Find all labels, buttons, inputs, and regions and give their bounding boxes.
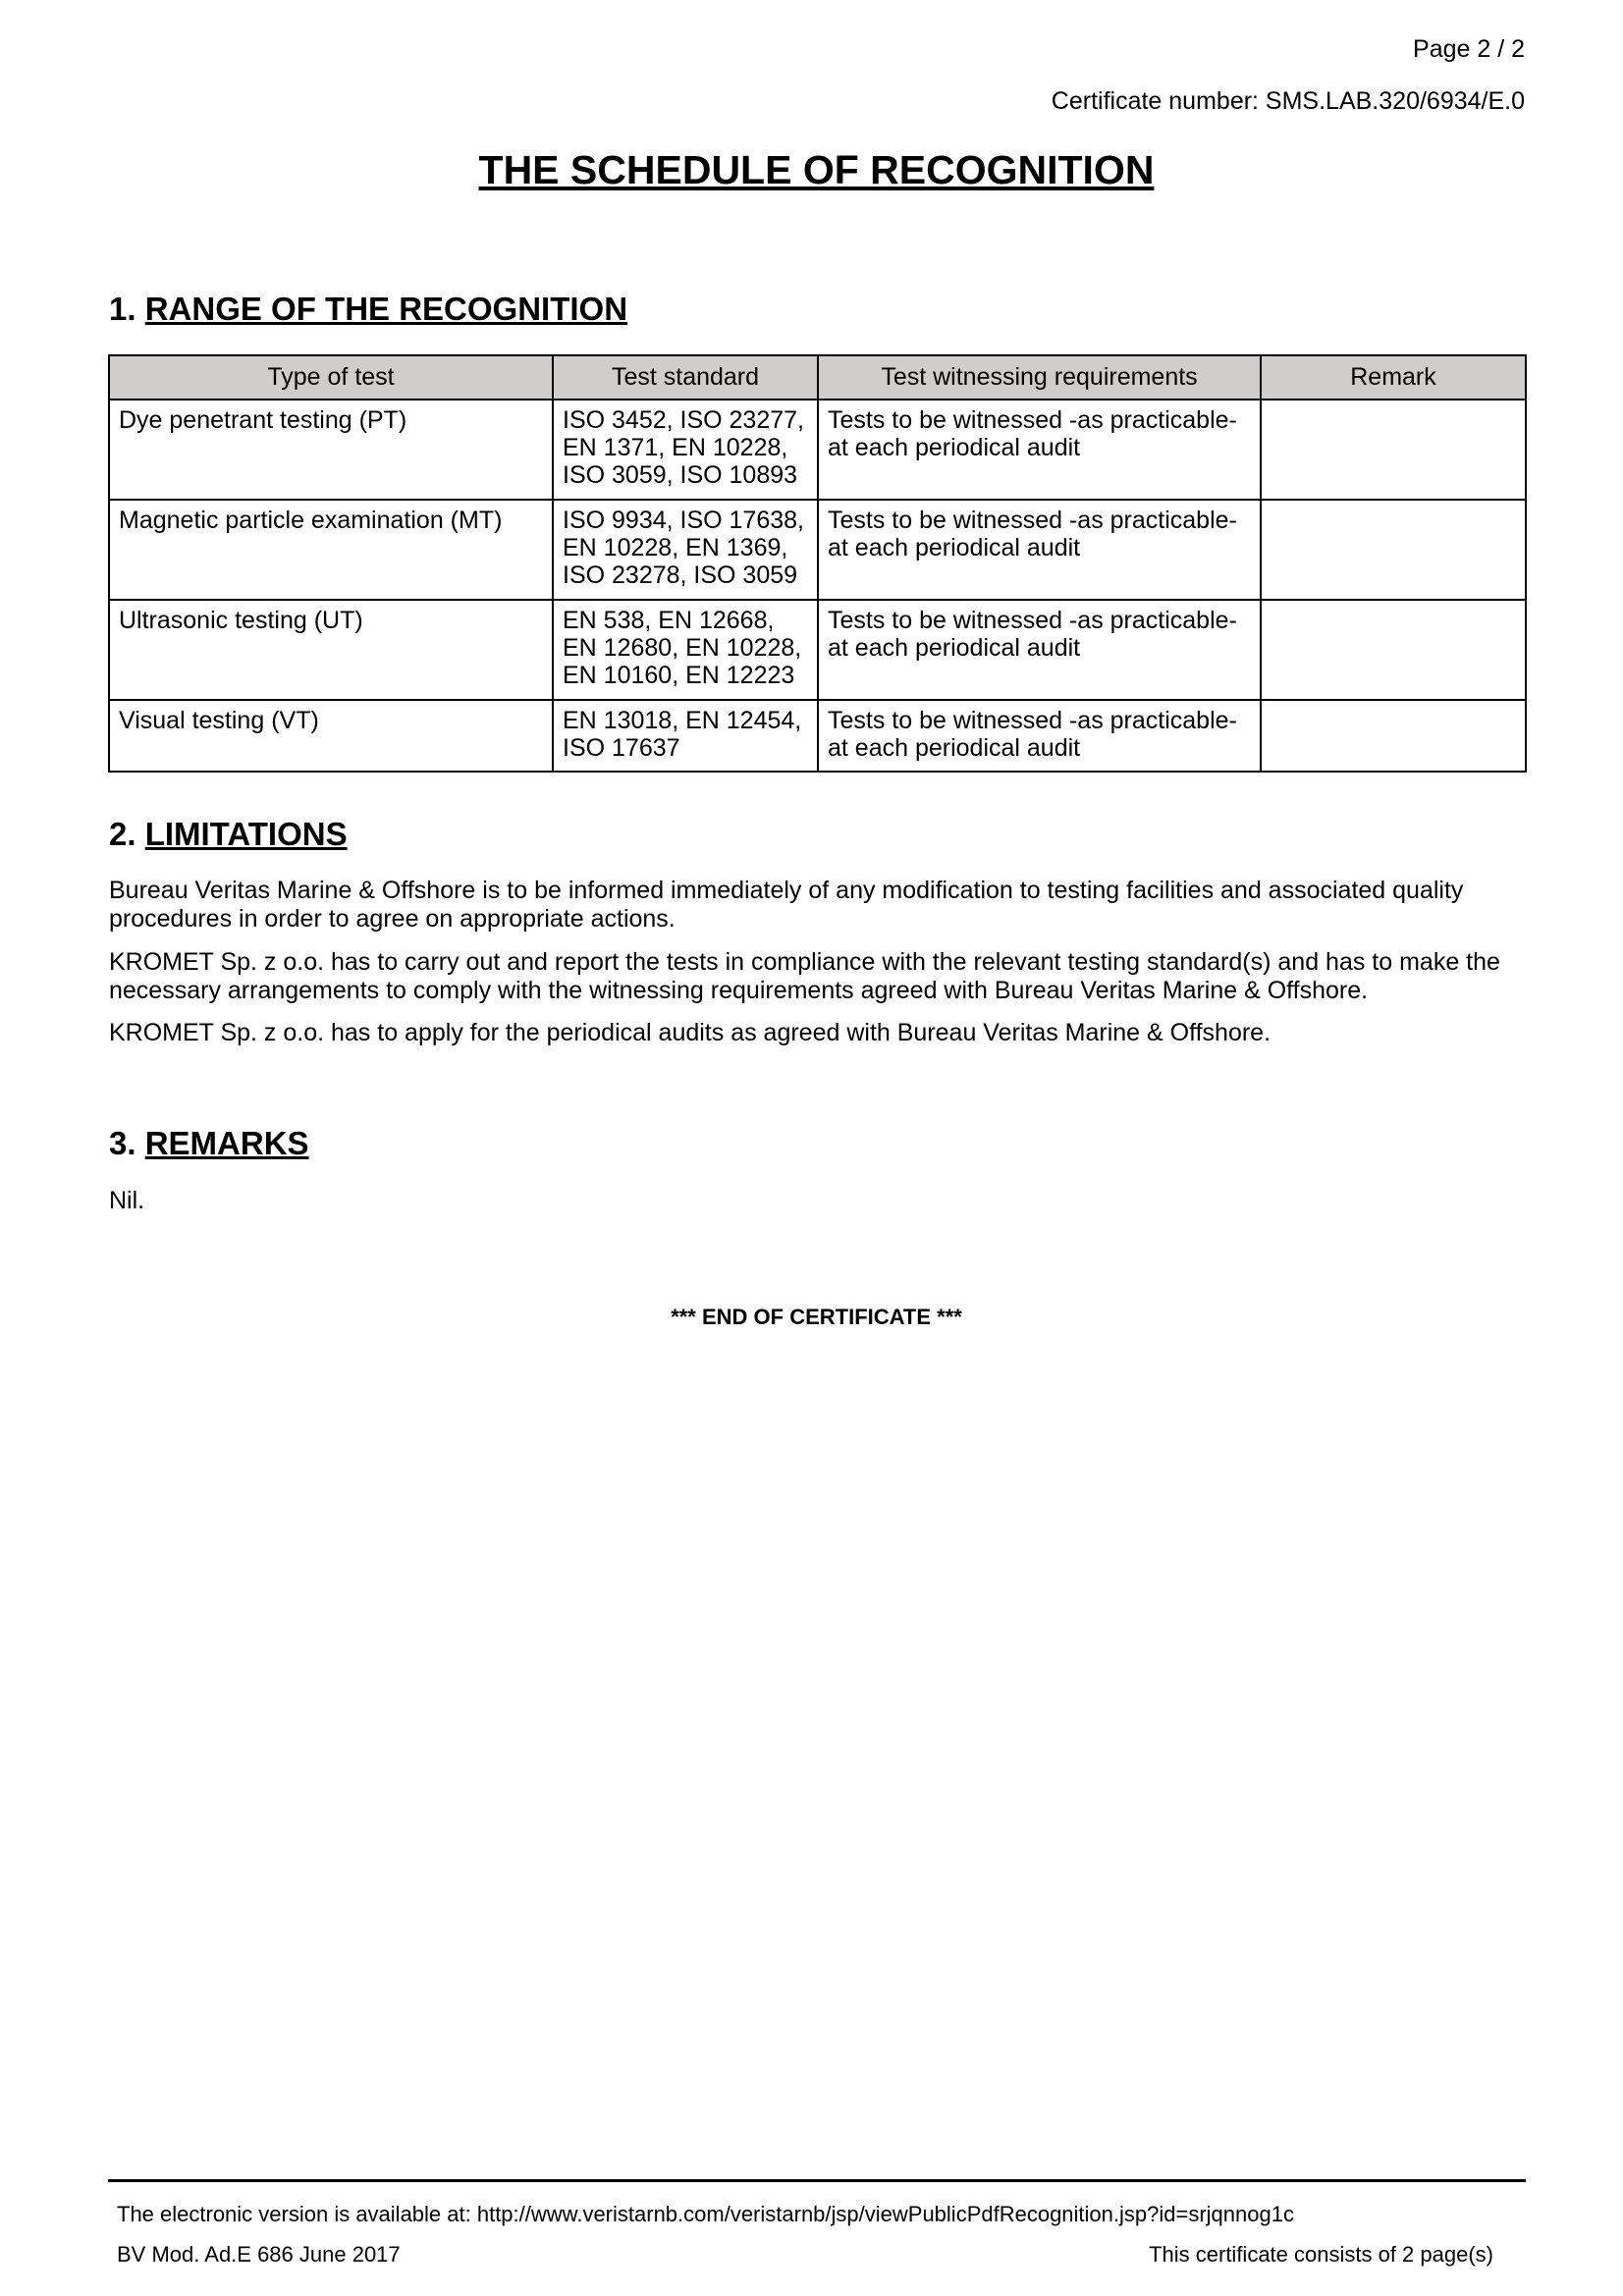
end-of-certificate: *** END OF CERTIFICATE ***	[671, 1305, 962, 1329]
cell-remark	[1261, 600, 1526, 700]
table-row	[109, 600, 1526, 700]
section-2-heading	[109, 816, 348, 853]
cell-remark	[1261, 400, 1526, 500]
cell-test-standard: ISO 9934, ISO 17638, EN 10228, EN 1369, ISO 23278, ISO 3059	[553, 500, 818, 600]
column-header-remark: Remark	[1261, 355, 1526, 400]
cell-witnessing-requirements: Tests to be witnessed -as practicable- at each periodical audit	[818, 500, 1261, 600]
cell-remark	[1261, 500, 1526, 600]
certificate-number: Certificate number: SMS.LAB.320/6934/E.0	[1051, 87, 1525, 115]
cell-test-type: Magnetic particle examination (MT)	[109, 500, 553, 600]
section-3-number: 3.	[109, 1125, 136, 1161]
cell-test-standard: EN 538, EN 12668, EN 12680, EN 10228, EN 10160, EN 12223	[553, 600, 818, 700]
limitations-paragraph-2: KROMET Sp. z o.o. has to carry out and report the tests in compliance with the relevant testing standard(s) and has to make the necessary arrangements to comply with the witnessing requirements agreed with Bureau Veritas Marine & Offshore.	[109, 948, 1500, 1004]
cell-remark	[1261, 700, 1526, 772]
table-header-row	[109, 355, 1526, 400]
page-title: THE SCHEDULE OF RECOGNITION	[478, 147, 1155, 192]
column-header-type: Type of test	[109, 355, 553, 400]
section-1-heading	[109, 291, 627, 328]
section-1-number: 1.	[109, 291, 136, 327]
section-3-title: REMARKS	[144, 1125, 309, 1161]
column-header-requirements: Test witnessing requirements	[818, 355, 1261, 400]
form-reference: BV Mod. Ad.E 686 June 2017	[117, 2242, 401, 2267]
section-3-heading	[109, 1125, 309, 1162]
cell-test-type: Ultrasonic testing (UT)	[109, 600, 553, 700]
cell-test-type: Dye penetrant testing (PT)	[109, 400, 553, 500]
cell-witnessing-requirements: Tests to be witnessed -as practicable- at each periodical audit	[818, 600, 1261, 700]
column-header-standard: Test standard	[553, 355, 818, 400]
remarks-text: Nil.	[109, 1187, 145, 1214]
cell-witnessing-requirements: Tests to be witnessed -as practicable- at each periodical audit	[818, 700, 1261, 772]
limitations-paragraph-3: KROMET Sp. z o.o. has to apply for the periodical audits as agreed with Bureau Veritas Marine & Offshore.	[109, 1019, 1271, 1046]
page-number: Page 2 / 2	[1413, 35, 1525, 63]
electronic-version-note: The electronic version is available at: http://www.veristarnb.com/veristarnb/jsp/viewPublicPdfRecognition.jsp?id=srjqnnog1c	[117, 2202, 1294, 2226]
table-row	[109, 700, 1526, 772]
page-count: This certificate consists of 2 page(s)	[1149, 2242, 1493, 2267]
cell-test-standard: ISO 3452, ISO 23277, EN 1371, EN 10228, ISO 3059, ISO 10893	[553, 400, 818, 500]
section-2-title: LIMITATIONS	[144, 816, 348, 852]
footer-divider	[108, 2179, 1526, 2182]
table-row	[109, 500, 1526, 600]
cell-test-standard: EN 13018, EN 12454, ISO 17637	[553, 700, 818, 772]
cell-test-type: Visual testing (VT)	[109, 700, 553, 772]
table-row	[109, 400, 1526, 500]
section-2-number: 2.	[109, 816, 136, 852]
recognition-table	[108, 354, 1527, 773]
cell-witnessing-requirements: Tests to be witnessed -as practicable- at each periodical audit	[818, 400, 1261, 500]
section-1-title: RANGE OF THE RECOGNITION	[144, 291, 628, 327]
limitations-paragraph-1: Bureau Veritas Marine & Offshore is to be informed immediately of any modification to testing facilities and associated quality procedures in order to agree on appropriate actions.	[109, 877, 1464, 933]
